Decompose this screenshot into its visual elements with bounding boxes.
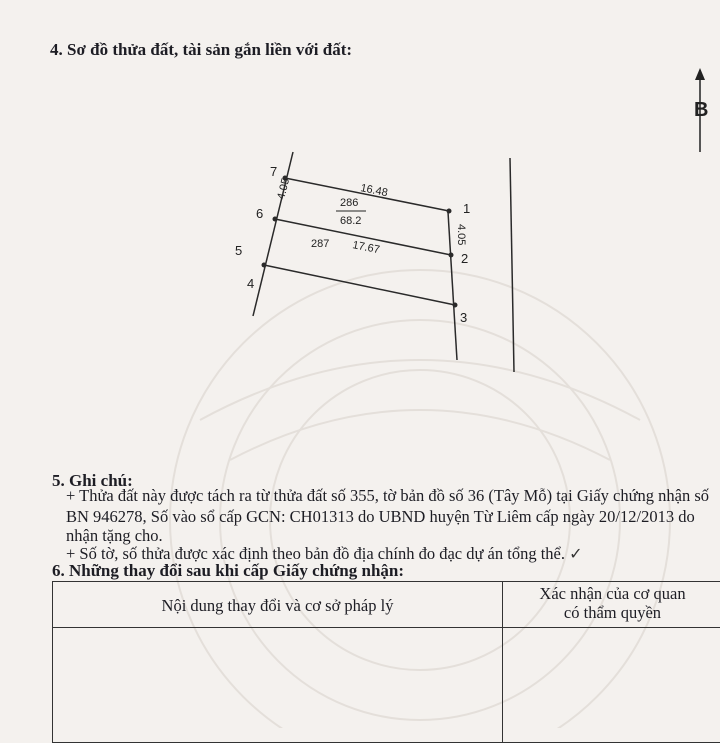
point-3-label: 3	[460, 310, 468, 325]
header-change-content: Nội dung thay đổi và cơ sở pháp lý	[161, 596, 394, 615]
point-7-label: 7	[270, 164, 278, 179]
tick-mark-icon: ✓	[569, 546, 583, 563]
header-authority-line-1: Xác nhận của cơ quan	[539, 584, 686, 603]
header-authority-confirmation	[503, 584, 720, 622]
point-5-label: 5	[235, 243, 243, 258]
edge-top-length: 16.48	[359, 182, 389, 200]
point-6-label: 6	[256, 206, 264, 221]
section-5-title: 5. Ghi chú:	[52, 471, 133, 490]
point-4-label: 4	[247, 276, 255, 291]
point-1-label: 1	[463, 201, 471, 216]
parcel-287-number: 287	[311, 238, 330, 250]
header-authority-line-2: có thẩm quyền	[563, 603, 662, 622]
edge-middle-length: 17.67	[351, 239, 381, 257]
note-line-4: + Số tờ, số thửa được xác định theo bản đồ địa chính đo đạc dự án tổng thể.	[66, 544, 565, 563]
vertex-2	[449, 253, 454, 258]
parcel-286-number: 286	[340, 197, 359, 209]
vertex-5	[262, 263, 267, 268]
parcel-286-area: 68.2	[340, 215, 362, 227]
table-row-divider	[53, 627, 720, 628]
edge-5-3	[264, 265, 455, 305]
section-6-title: 6. Những thay đổi sau khi cấp Giấy chứng nhận:	[52, 561, 405, 580]
changes-table	[52, 581, 720, 743]
note-line-3: nhận tặng cho.	[66, 526, 163, 545]
vertex-6	[273, 217, 278, 222]
vertex-1	[447, 209, 452, 214]
note-line-1: + Thửa đất này được tách ra từ thửa đất số 355, tờ bản đồ số 36 (Tây Mỗ) tại Giấy chứng nhận số	[66, 486, 710, 505]
far-right-line	[510, 158, 514, 372]
section-4-title: 4. Sơ đồ thửa đất, tài sản gắn liền với đất:	[50, 40, 353, 59]
point-2-label: 2	[461, 251, 469, 266]
note-line-2: BN 946278, Số vào sổ cấp GCN: CH01313 do UBND huyện Từ Liêm cấp ngày 20/12/2013 do	[66, 507, 695, 526]
north-arrow-label: B	[694, 99, 709, 121]
vertex-3	[453, 303, 458, 308]
edge-right-length: 4.05	[455, 224, 467, 246]
edge-left-length: 4.05	[275, 177, 293, 201]
